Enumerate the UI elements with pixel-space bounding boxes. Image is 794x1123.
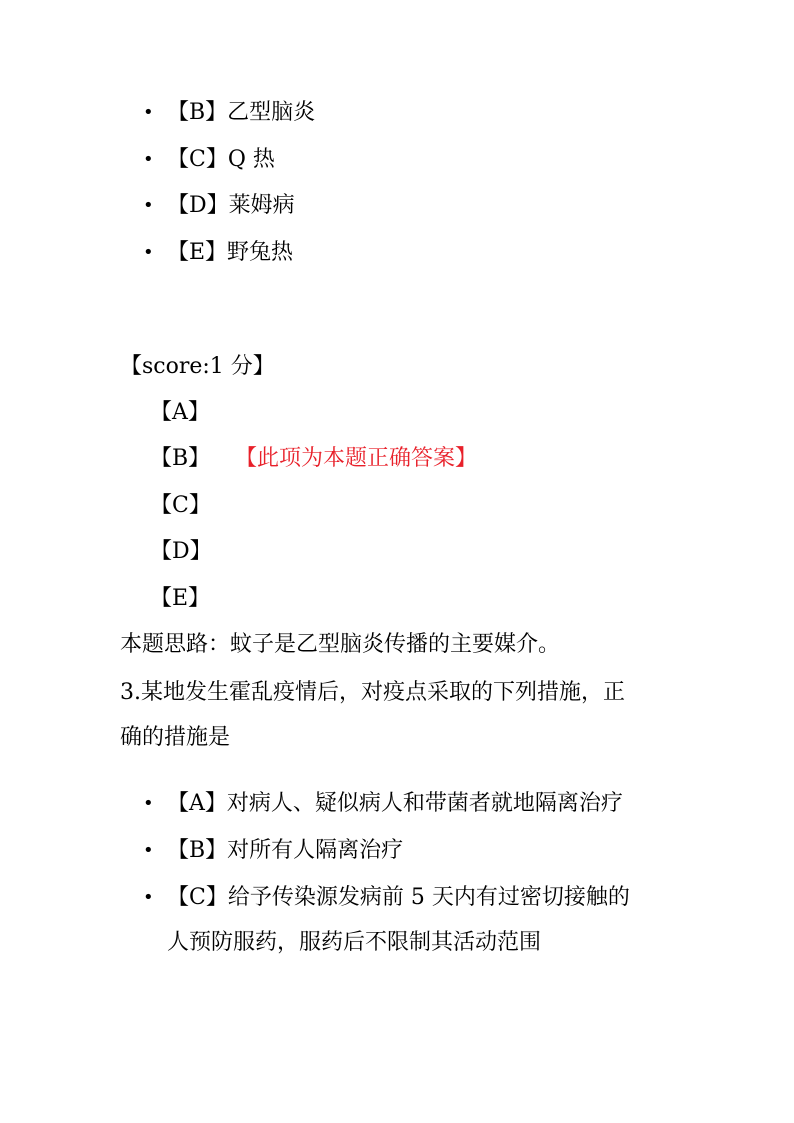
option-c-continuation: 人预防服药，服药后不限制其活动范围 (167, 930, 542, 955)
option-label: 【B】乙型脑炎 (167, 100, 316, 125)
option-label: 【E】野兔热 (167, 240, 294, 265)
option-label: 【C】给予传染源发病前 5 天内有过密切接触的 (167, 885, 630, 910)
option-d-prev (143, 191, 295, 221)
answer-row-e (150, 584, 210, 614)
bullet-icon: • (143, 793, 154, 814)
bullet-icon: • (143, 887, 154, 908)
correct-answer-mark: 【此项为本题正确答案】 (235, 446, 478, 471)
option-label: 【A】对病人、疑似病人和带菌者就地隔离治疗 (167, 791, 623, 816)
option-b-prev (143, 98, 315, 128)
option-e-prev (143, 238, 293, 268)
bullet-icon: • (143, 242, 154, 263)
option-label: 【C】Q 热 (167, 147, 275, 172)
option-label: 【D】莱姆病 (167, 193, 295, 218)
bullet-icon: • (143, 102, 154, 123)
answer-label: 【D】 (150, 539, 212, 564)
question-text-line-1: 3.某地发生霍乱疫情后，对疫点采取的下列措施，正 (120, 680, 625, 705)
option-a-next (143, 789, 623, 819)
answer-row-a (150, 398, 210, 428)
answer-label: 【C】 (150, 493, 211, 518)
answer-label: 【A】 (150, 400, 210, 425)
explanation-text: 本题思路：蚊子是乙型脑炎传播的主要媒介。 (120, 632, 561, 657)
bullet-icon: • (143, 840, 154, 861)
option-b-next (143, 836, 403, 866)
option-c-next (143, 883, 630, 913)
answer-row-b (150, 444, 550, 474)
answer-row-c (150, 491, 211, 521)
bullet-icon: • (143, 149, 154, 170)
question-text-line-2: 确的措施是 (120, 725, 231, 750)
answer-row-d (150, 537, 212, 567)
bullet-icon: • (143, 195, 154, 216)
option-label: 【B】对所有人隔离治疗 (167, 838, 404, 863)
answer-label: 【B】 (150, 446, 211, 471)
option-c-prev (143, 145, 275, 175)
score-label: 【score:1 分】 (120, 354, 275, 379)
answer-label: 【E】 (150, 586, 211, 611)
